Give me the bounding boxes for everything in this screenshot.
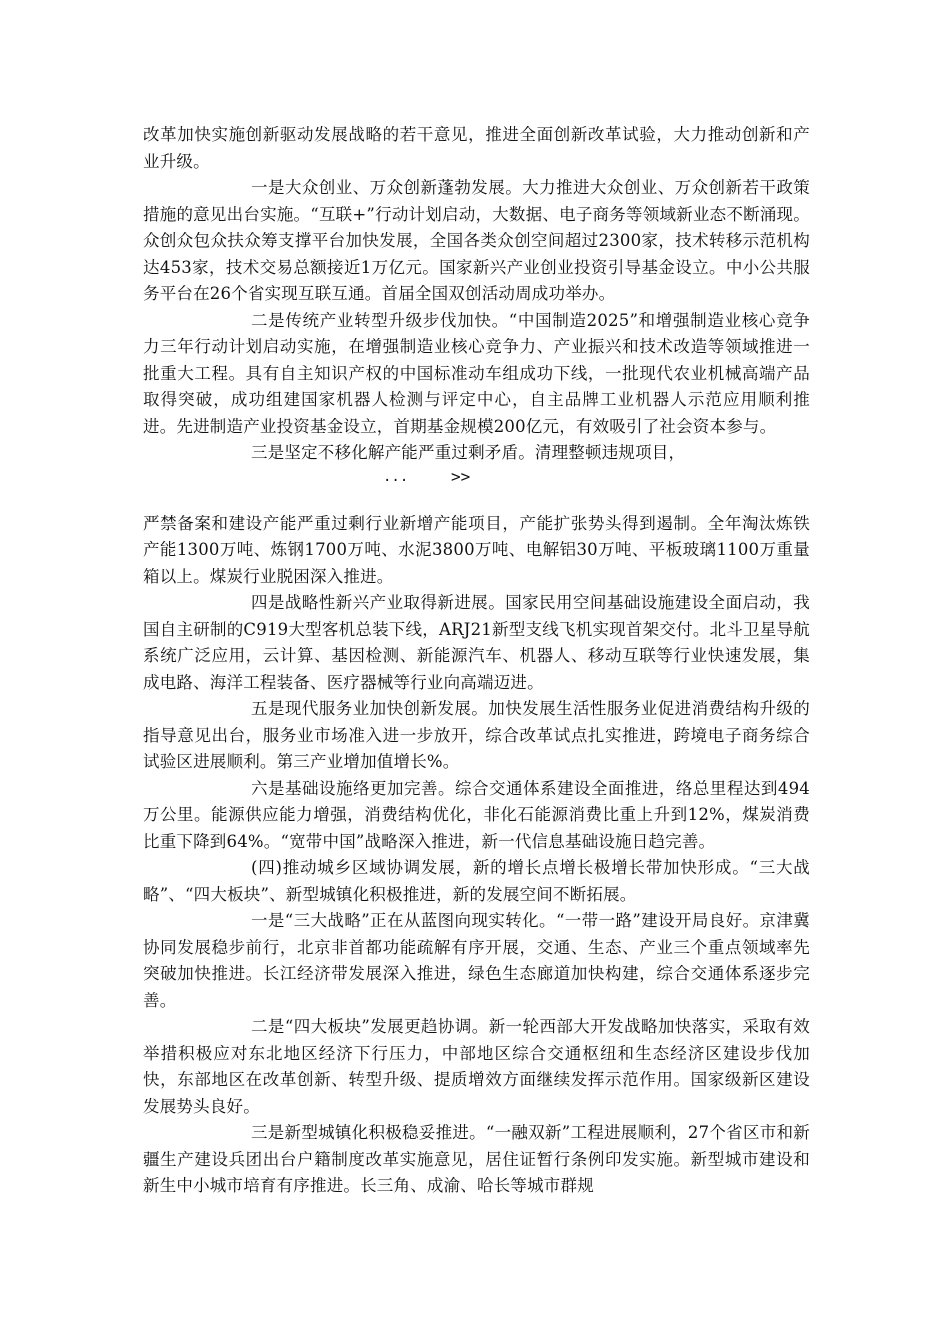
paragraph: 五是现代服务业加快创新发展。加快发展生活性服务业促进消费结构升级的指导意见出台，服务业市场准入进一步放开，综合改革试点扎实推进，跨境电子商务综合试验区进展顺利。第三产业增加值增长%。 <box>143 699 810 771</box>
paragraph: 三是新型城镇化积极稳妥推进。“一融双新”工程进展顺利，27个省区市和新疆生产建设兵团出台户籍制度改革实施意见，居住证暂行条例印发实施。新型城市建设和新生中小城市培育有序推进。长三角、成渝、哈长等城市群规 <box>143 1123 810 1195</box>
paragraph: 四是战略性新兴产业取得新进展。国家民用空间基础设施建设全面启动，我国自主研制的C919大型客机总装下线，ARJ21新型支线飞机实现首架交付。北斗卫星导航系统广泛应用，云计算、基因检测、新能源汽车、机器人、移动互联等行业快速发展，集成电路、海洋工程装备、医疗器械等行业向高端迈进。 <box>143 593 810 692</box>
paragraph: 二是“四大板块”发展更趋协调。新一轮西部大开发战略加快落实，采取有效举措积极应对东北地区经济下行压力，中部地区综合交通枢纽和生态经济区建设步伐加快，东部地区在改革创新、转型升级、提质增效方面继续发挥示范作用。国家级新区建设发展势头良好。 <box>143 1017 810 1116</box>
document-section-bottom <box>143 511 810 1200</box>
paragraph: 二是传统产业转型升级步伐加快。“中国制造2025”和增强制造业核心竞争力三年行动计划启动实施，在增强制造业核心竞争力、产业振兴和技术改造等领域推进一批重大工程。具有自主知识产权的中国标准动车组成功下线，一批现代农业机械高端产品取得突破，成功组建国家机器人检测与评定中心，自主品牌工业机器人示范应用顺利推进。先进制造产业投资基金设立，首期基金规模200亿元，有效吸引了社会资本参与。 <box>143 310 810 436</box>
paragraph: 六是基础设施络更加完善。综合交通体系建设全面推进，络总里程达到494万公里。能源供应能力增强，消费结构优化，非化石能源消费比重上升到12%，煤炭消费比重下降到64%。“宽带中国”战略深入推进，新一代信息基础设施日趋完善。 <box>143 778 810 851</box>
paragraph: 严禁备案和建设产能严重过剩行业新增产能项目，产能扩张势头得到遏制。全年淘汰炼铁产能1300万吨、炼钢1700万吨、水泥3800万吨、电解铝30万吨、平板玻璃1100万重量箱以上。煤炭行业脱困深入推进。 <box>143 513 810 586</box>
ellipsis: ... <box>383 468 409 485</box>
paragraph: 一是大众创业、万众创新蓬勃发展。大力推进大众创业、万众创新若干政策措施的意见出台实施。“互联+”行动计划启动，大数据、电子商务等领域新业态不断涌现。众创众包众扶众筹支撑平台加快发展，全国各类众创空间超过2300家，技术转移示范机构达453家，技术交易总额接近1万亿元。国家新兴产业创业投资引导基金设立。中小公共服务平台在26个省实现互联互通。首届全国双创活动周成功举办。 <box>143 178 810 303</box>
paragraph: 一是“三大战略”正在从蓝图向现实转化。“一带一路”建设开局良好。京津冀协同发展稳步前行，北京非首都功能疏解有序开展，交通、生态、产业三个重点领域率先突破加快推进。长江经济带发展深入推进，绿色生态廊道加快构建，综合交通体系逐步完善。 <box>143 911 810 1010</box>
paragraph: 改革加快实施创新驱动发展战略的若干意见，推进全面创新改革试验，大力推动创新和产业升级。 <box>143 125 810 171</box>
document-section-top <box>143 122 810 467</box>
page-navigation <box>143 467 810 493</box>
paragraph: 三是坚定不移化解产能严重过剩矛盾。清理整顿违规项目， <box>251 443 686 462</box>
paragraph: (四)推动城乡区域协调发展，新的增长点增长极增长带加快形成。“三大战略”、“四大板块”、新型城镇化积极推进，新的发展空间不断拓展。 <box>143 858 810 904</box>
next-page-link[interactable]: >> <box>451 466 471 486</box>
document-page <box>143 122 810 1200</box>
